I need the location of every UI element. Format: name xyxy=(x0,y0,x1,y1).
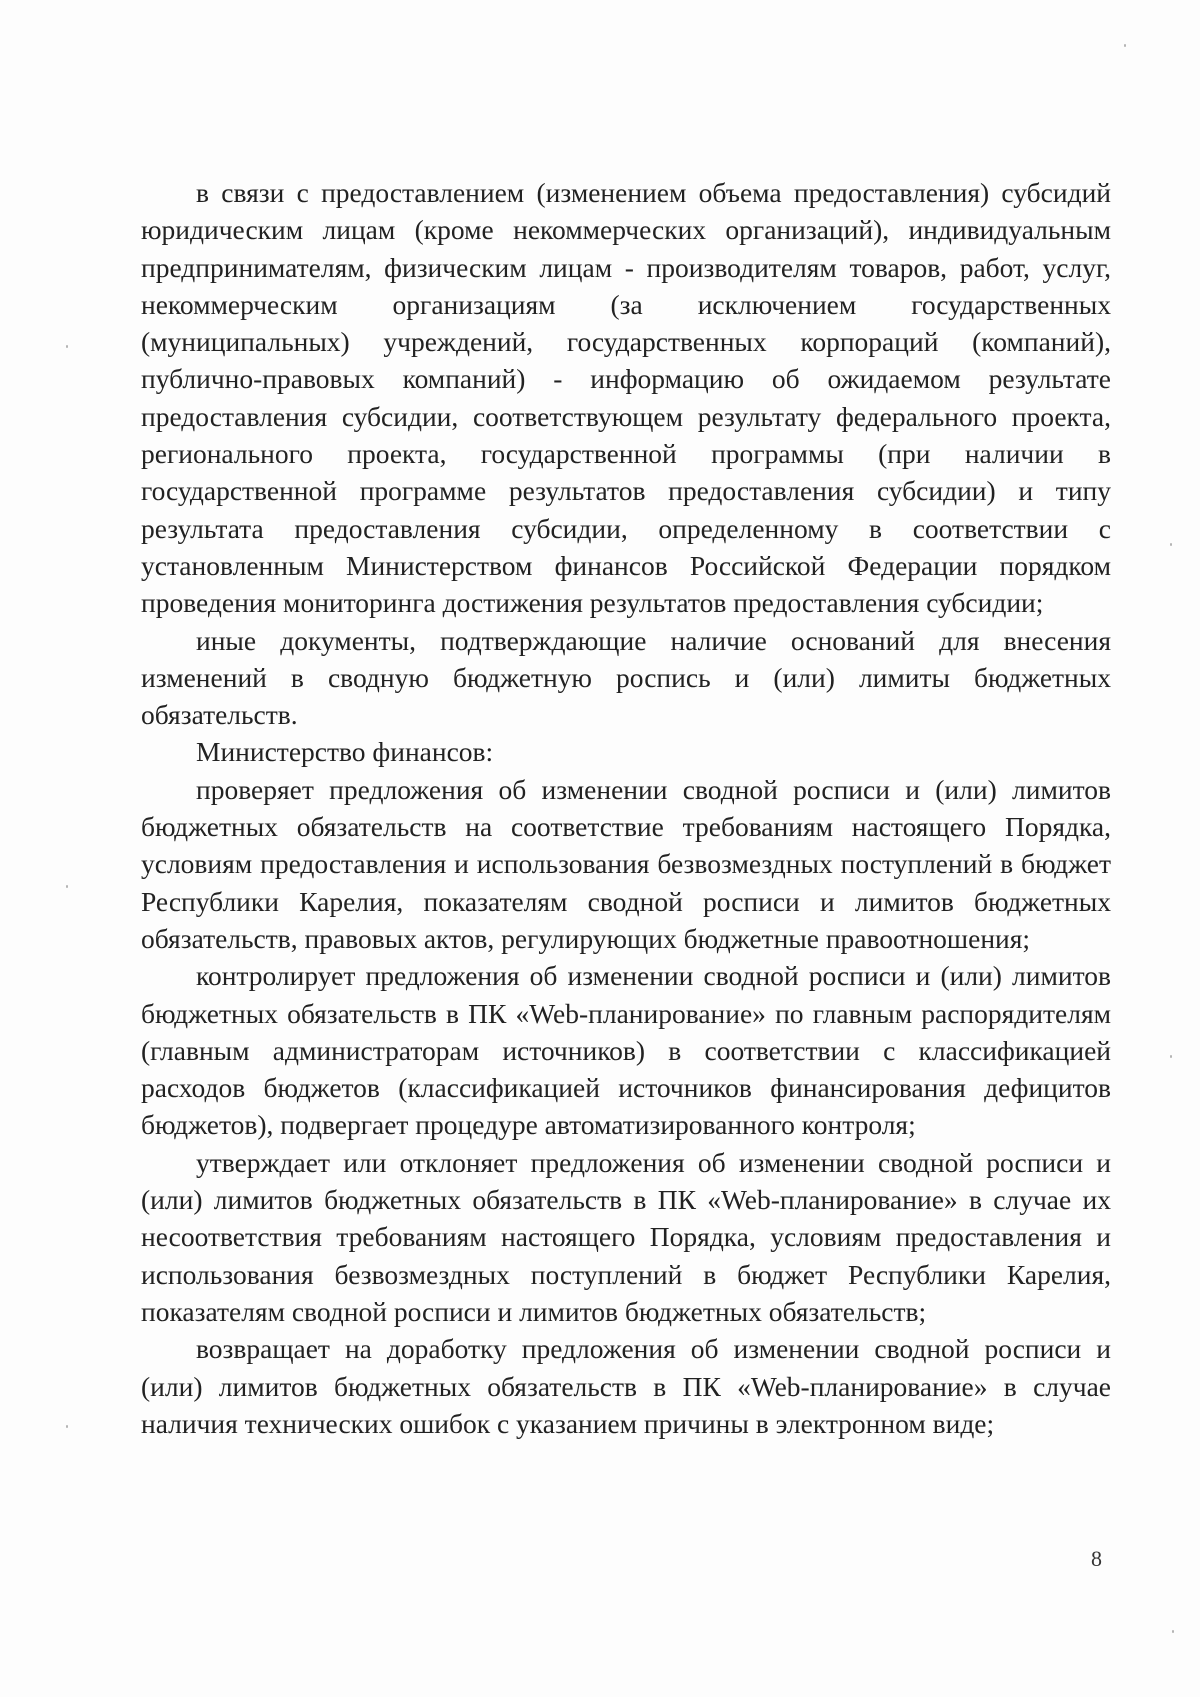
paragraph-subsidy-results: в связи с предоставлением (изменением объема предоставления) субсидий юридическим лицам (кроме некоммерческих организаций), индивидуальным предпринимателям, физическим лицам - производителям товаров, работ, услуг, некоммерческим организациям (за исключением государственных (муниципальных) учреждений, государственных корпораций (компаний), публично-правовых компаний) - информацию об ожидаемом результате предоставления субсидии, соответствующем результату федерального проекта, регионального проекта, государственной программы (при наличии в государственной программе результатов предоставления субсидии) и типу результата предоставления субсидии, определенному в соответствии с установленным Министерством финансов Российской Федерации порядком проведения мониторинга достижения результатов предоставления субсидии; xyxy=(141,177,1111,619)
paragraph-approves-rejects: утверждает или отклоняет предложения об изменении сводной росписи и (или) лимитов бюджетных обязательств в ПК «Web-планирование» в случае их несоответствия требованиям настоящего Порядка, условиям предоставления и использования безвозмездных поступлений в бюджет Республики Карелия, показателям сводной росписи и лимитов бюджетных обязательств; xyxy=(141,1146,1111,1327)
paragraph-controls-proposals: контролирует предложения об изменении сводной росписи и (или) лимитов бюджетных обязательств в ПК «Web-планирование» по главным распорядителям (главным администраторам источников) в соответствии с классификацией расходов бюджетов (классификацией источников финансирования дефицитов бюджетов), подвергает процедуре автоматизированного контроля; xyxy=(141,960,1111,1141)
scan-speck xyxy=(1170,543,1172,546)
scan-speck xyxy=(1172,1630,1174,1633)
scan-speck xyxy=(66,885,68,888)
paragraph-checks-proposals: проверяет предложения об изменении сводной росписи и (или) лимитов бюджетных обязательств на соответствие требованиям настоящего Порядка, условиям предоставления и использования безвозмездных поступлений в бюджет Республики Карелия, показателям сводной росписи и лимитов бюджетных обязательств, правовых актов, регулирующих бюджетные правоотношения; xyxy=(141,773,1111,954)
paragraph-other-documents: иные документы, подтверждающие наличие оснований для внесения изменений в сводную бюджетную роспись и (или) лимиты бюджетных обязательств. xyxy=(141,624,1111,731)
page-number: 8 xyxy=(1091,1546,1102,1571)
document-body xyxy=(141,174,1111,1442)
scan-speck xyxy=(1124,44,1126,47)
scan-speck xyxy=(66,1425,68,1428)
paragraph-returns-for-revision: возвращает на доработку предложения об изменении сводной росписи и (или) лимитов бюджетных обязательств в ПК «Web-планирование» в случае наличия технических ошибок с указанием причины в электронном виде; xyxy=(141,1333,1111,1439)
scan-speck xyxy=(66,345,68,348)
paragraph-ministry-heading: Министерство финансов: xyxy=(196,736,494,768)
scan-speck xyxy=(1170,1055,1172,1058)
